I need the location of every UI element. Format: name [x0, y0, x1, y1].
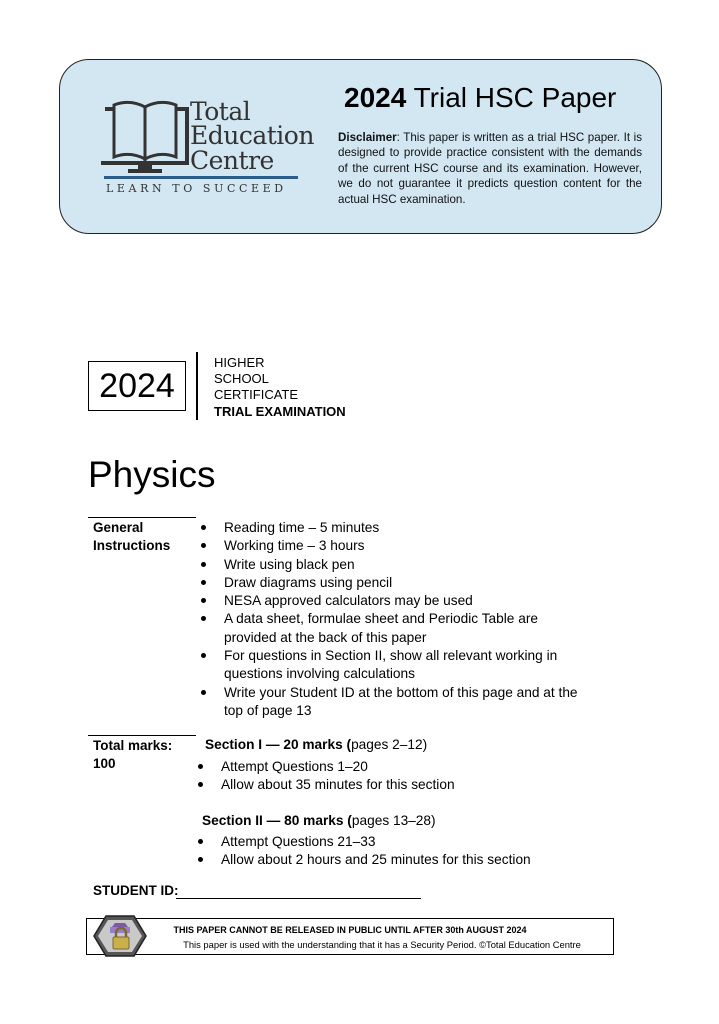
- label-line: General: [93, 520, 144, 535]
- list-item: Allow about 2 hours and 25 minutes for this section: [196, 851, 576, 869]
- disclaimer: [338, 130, 642, 207]
- disclaimer-text: : This paper is written as a trial HSC paper. It is designed to provide practice consistent with the demands of the current HSC course and its examination. However, we do not guarantee it predicts question content for the actual HSC examination.: [338, 131, 642, 206]
- paper-title-text: Trial HSC Paper: [413, 82, 617, 113]
- section2-list: [196, 833, 576, 870]
- section2-heading-bold: Section II — 80 marks (: [202, 813, 352, 828]
- section-rule: [88, 517, 196, 518]
- list-item: NESA approved calculators may be used: [199, 592, 589, 610]
- label-line: 100: [93, 756, 116, 771]
- padlock-badge-icon: [92, 913, 148, 959]
- student-id-field[interactable]: [176, 898, 421, 899]
- list-item: A data sheet, formulae sheet and Periodic Table are provided at the back of this paper: [199, 610, 589, 647]
- logo-tagline: LEARN TO SUCCEED: [106, 182, 287, 195]
- logo-underline: [104, 176, 298, 179]
- list-item: For questions in Section II, show all relevant working in questions involving calculations: [199, 647, 589, 684]
- exam-year-box: 2024: [88, 361, 186, 411]
- footer-release-notice: THIS PAPER CANNOT BE RELEASED IN PUBLIC UNTIL AFTER 30th AUGUST 2024: [173, 925, 527, 935]
- list-item: Draw diagrams using pencil: [199, 574, 589, 592]
- section1-heading: [205, 737, 427, 752]
- list-item: Attempt Questions 21–33: [196, 833, 576, 851]
- list-item: Write using black pen: [199, 556, 589, 574]
- list-item: Reading time – 5 minutes: [199, 519, 589, 537]
- student-id-label: STUDENT ID:: [93, 883, 179, 898]
- general-instructions-list: [199, 519, 589, 720]
- general-instructions-label: [93, 519, 170, 555]
- list-item: Attempt Questions 1–20: [196, 758, 576, 776]
- open-book-monitor-icon: [100, 97, 190, 175]
- logo-text-line3: Centre: [190, 146, 274, 175]
- label-line: Total marks:: [93, 738, 173, 753]
- paper-title: [344, 82, 616, 114]
- exam-type: [214, 355, 346, 420]
- section2-heading: [202, 813, 436, 828]
- section1-list: [196, 758, 576, 795]
- disclaimer-label: Disclaimer: [338, 131, 397, 144]
- logo-text-line1: Total: [190, 97, 251, 126]
- list-item: Allow about 35 minutes for this section: [196, 776, 576, 794]
- label-line: Instructions: [93, 538, 171, 553]
- section1-heading-bold: Section I — 20 marks (: [205, 737, 352, 752]
- section2-heading-pages: pages 13–28): [351, 813, 436, 828]
- exam-type-bold: TRIAL EXAMINATION: [214, 403, 346, 419]
- section-rule: [88, 735, 196, 736]
- logo-text-line2: Education: [190, 121, 314, 150]
- exam-type-line: CERTIFICATE: [214, 387, 299, 403]
- subject-title: Physics: [88, 454, 216, 495]
- exam-type-line: SCHOOL: [214, 371, 269, 387]
- divider-line: [196, 352, 198, 420]
- total-marks-label: [93, 737, 172, 773]
- paper-title-year: 2024: [344, 82, 407, 113]
- section1-heading-pages: pages 2–12): [351, 737, 428, 752]
- footer-security-note: This paper is used with the understanding that it has a Security Period. ©Total Education Centre: [183, 939, 581, 950]
- list-item: Write your Student ID at the bottom of this page and at the top of page 13: [199, 684, 589, 721]
- exam-type-line: HIGHER: [214, 355, 265, 370]
- list-item: Working time – 3 hours: [199, 537, 589, 555]
